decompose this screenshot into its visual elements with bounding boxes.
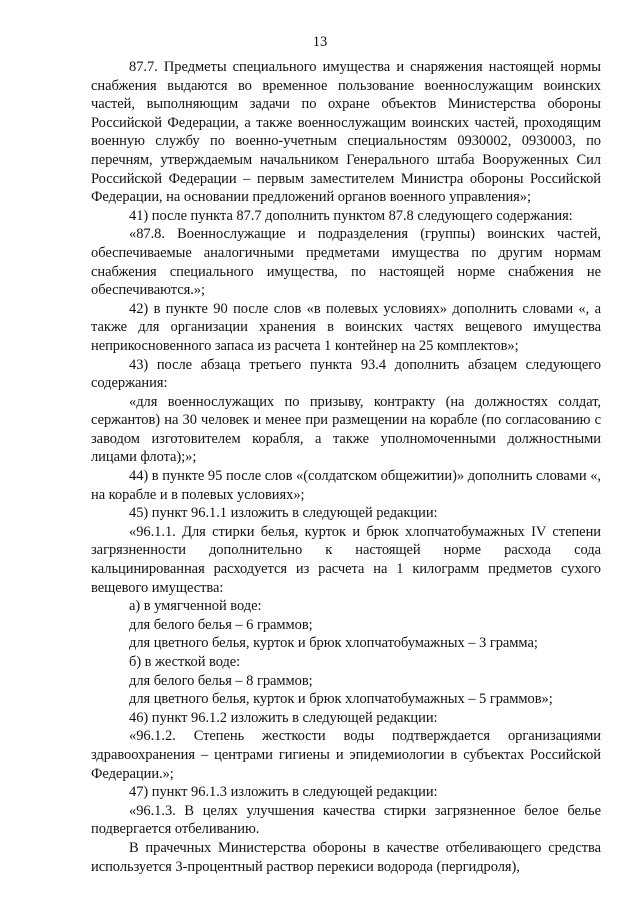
paragraph-item-46: 46) пункт 96.1.2 изложить в следующей редакции:	[129, 709, 438, 726]
paragraph-96-1-1: «96.1.1. Для стирки белья, курток и брюк хлопчатобумажных IV степени загрязненности дополнительно к настоящей норме расхода сода кальцинированная расходуется из расчета на 1 килограмм предметов сухого вещевого имущества:	[91, 523, 601, 596]
paragraph-96-1-2: «96.1.2. Степень жесткости воды подтверждается организациями здравоохранения – центрами гигиены и эпидемиологии в субъектах Российской Федерации.»;	[91, 728, 601, 782]
paragraph-96-1-3: «96.1.3. В целях улучшения качества стирки загрязненное белое белье подвергается отбеливанию.	[91, 802, 601, 838]
paragraph-item-42: 42) в пункте 90 после слов «в полевых условиях» дополнить словами «, а также для организации хранения в воинских частях вещевого имущества неприкосновенного запаса из расчета 1 контейнер на 25 комплектов»;	[91, 300, 601, 354]
paragraph-laundries: В прачечных Министерства обороны в качестве отбеливающего средства используется 3-процентный раствор перекиси водорода (пергидроля),	[91, 839, 601, 875]
paragraph-item-41: 41) после пункта 87.7 дополнить пунктом 87.8 следующего содержания:	[129, 207, 573, 224]
paragraph-item-47: 47) пункт 96.1.3 изложить в следующей редакции:	[129, 784, 438, 801]
paragraph-87-8: «87.8. Военнослужащие и подразделения (группы) воинских частей, обеспечиваемые аналогичными предметами имущества по другим нормам снабжения специального имущества, по настоящей норме снабжения не обеспечиваются.»;	[91, 226, 601, 299]
list-item-colored-soft: для цветного белья, курток и брюк хлопчатобумажных – 3 грамма;	[129, 635, 538, 652]
list-item-white-soft: для белого белья – 6 граммов;	[129, 616, 313, 633]
paragraph-item-44: 44) в пункте 95 после слов «(солдатском общежитии)» дополнить словами «, на корабле и в полевых условиях»;	[91, 468, 601, 503]
paragraph-conscripts: «для военнослужащих по призыву, контракту (на должностях солдат, сержантов) на 30 человек и менее при размещении на корабле (по согласованию с заводом изготовителем корабля, а также уполномоченными должностными лицами флота);»;	[91, 393, 601, 466]
paragraph-87-7: 87.7. Предметы специального имущества и снаряжения настоящей нормы снабжения выдаются во временное пользование военнослужащим воинских частей, выполняющим задачи по охране объектов Министерства обороны Российской Федерации, а также военнослужащим воинских частей, проходящим военную службу по военно-учетным специальностям 0930002, 0930003, по перечням, утверждаемым начальником Генерального штаба Вооруженных Сил Российской Федерации – первым заместителем Министра обороны Российской Федерации, на основании предложений органов военного управления»;	[91, 59, 601, 206]
list-item-white-hard: для белого белья – 8 граммов;	[129, 672, 313, 689]
paragraph-item-43: 43) после абзаца третьего пункта 93.4 дополнить абзацем следующего содержания:	[91, 356, 601, 392]
document-body	[91, 58, 601, 876]
paragraph-item-45: 45) пункт 96.1.1 изложить в следующей редакции:	[129, 505, 438, 522]
list-item-colored-hard: для цветного белья, курток и брюк хлопчатобумажных – 5 граммов»;	[129, 691, 553, 708]
list-item-hard-water: б) в жесткой воде:	[129, 654, 241, 670]
page-number: 13	[312, 34, 328, 50]
list-item-soft-water: а) в умягченной воде:	[129, 598, 262, 615]
